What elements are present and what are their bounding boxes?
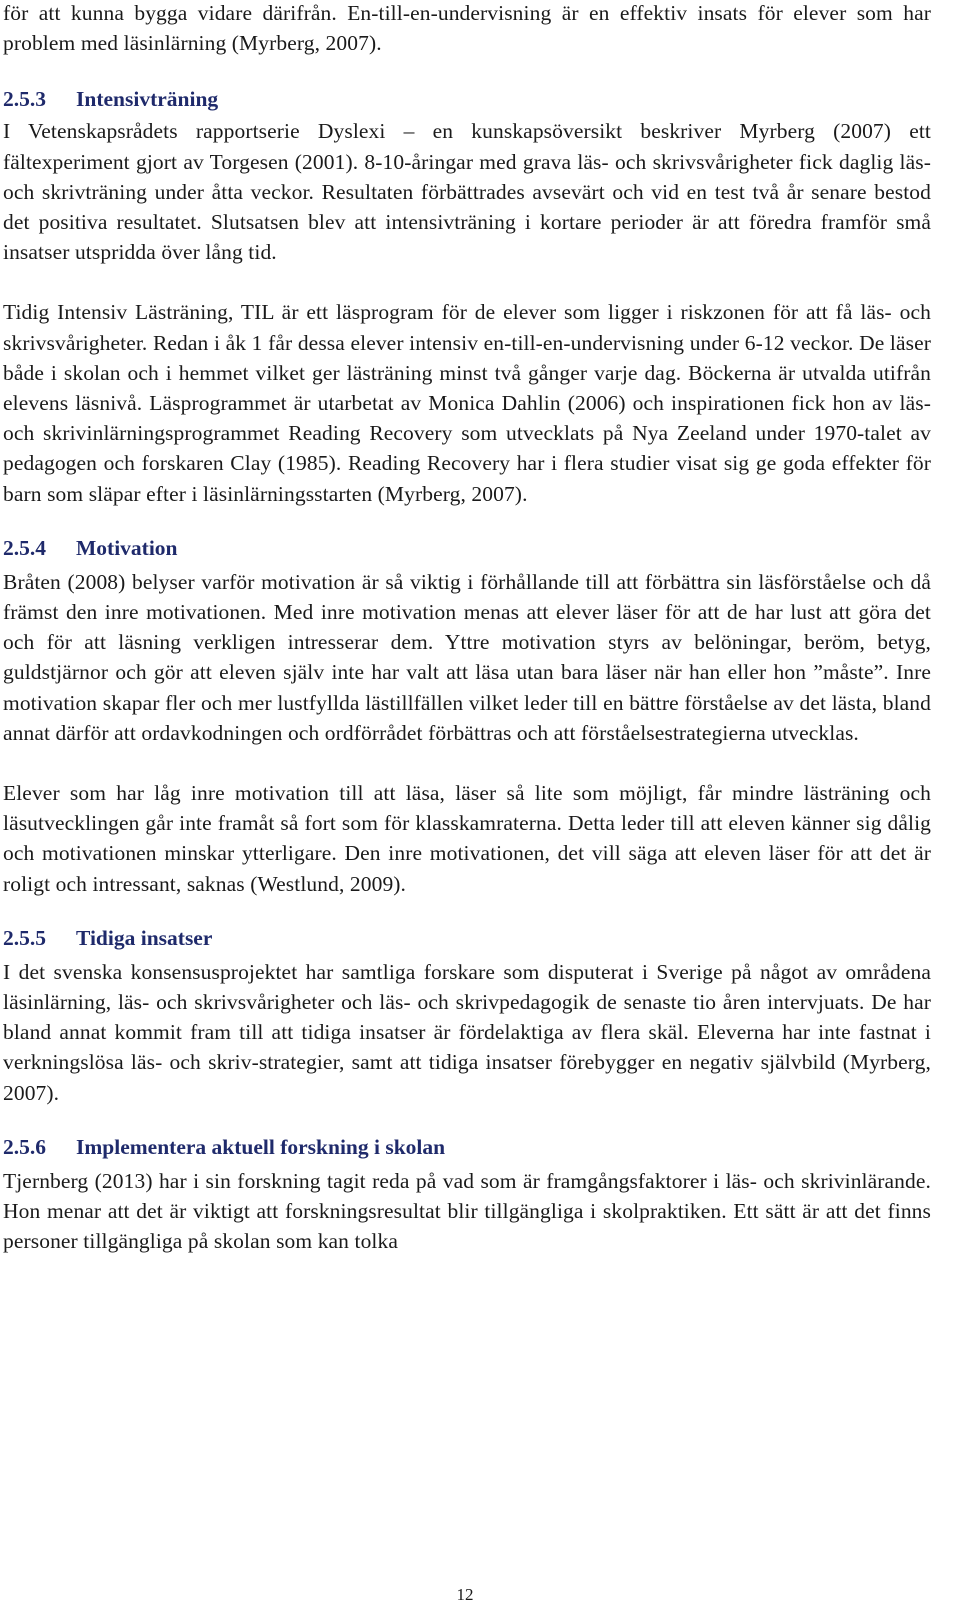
intro-paragraph: för att kunna bygga vidare därifrån. En-till-en-undervisning är en effektiv insats för elever som har problem med läsinlärning (Myrberg, 2007). [3, 1, 931, 56]
section-heading-motivation [3, 533, 931, 563]
body-paragraph: Tidig Intensiv Lästräning, TIL är ett läsprogram för de elever som ligger i riskzonen för att få läs- och skrivsvårigheter. Redan i åk 1 får dessa elever intensiv en-till-en-undervisning under 6-12 veckor. De läser både i skolan och i hemmet vilket ger lästräning minst två gånger varje dag. Böckerna är utvalda utifrån elevens läsnivå. Läsprogrammet är utarbetat av Monica Dahlin (2006) och inspirationen fick hon av läs- och skrivinlärningsprogrammet Reading Recovery som utvecklats på Nya Zeeland under 1970-talet av pedagogen och forskaren Clay (1985). Reading Recovery har i flera studier visat sig ge goda effekter för barn som släpar efter i läsinlärningsstarten (Myrberg, 2007). [3, 300, 931, 506]
section-number: 2.5.3 [3, 87, 46, 112]
body-paragraph: Tjernberg (2013) har i sin forskning tagit reda på vad som är framgångsfaktorer i läs- och skrivinlärande. Hon menar att det är viktigt att forskningsresultat blir tillgängliga i skolpraktiken. Ett sätt är att det finns personer tillgängliga på skolan som kan tolka [3, 1168, 931, 1254]
section-heading-implementera [3, 1132, 931, 1162]
body-paragraph: I det svenska konsensusprojektet har samtliga forskare som disputerat i Sverige på något av områdena läsinlärning, läs- och skrivsvårigheter och läs- och skrivpedagogik de senaste tio åren intervjuats. De har bland annat kommit fram till att tidiga insatser är fördelaktiga av flera skäl. Eleverna har inte fastnat i verkningslösa läs- och skriv-strategier, samt att tidiga insatser förebygger en negativ självbild (Myrberg, 2007). [3, 959, 931, 1105]
section-title: Intensivträning [76, 87, 219, 112]
section-heading-tidiga-insatser [3, 923, 931, 953]
section-title: Implementera aktuell forskning i skolan [76, 1134, 446, 1159]
section-title: Tidiga insatser [76, 925, 213, 950]
section-heading-intensivtraning [3, 84, 931, 114]
page-number: 12 [456, 1585, 474, 1604]
section-number: 2.5.5 [3, 925, 46, 950]
body-paragraph: I Vetenskapsrådets rapportserie Dyslexi – en kunskapsöversikt beskriver Myrberg (2007) ett fältexperiment gjort av Torgesen (2001). 8-10-åringar med grava läs- och skrivsvårigheter fick daglig läs- och skrivträning under åtta veckor. Resultaten förbättrades avsevärt och vid en test två år senare bestod det positiva resultatet. Slutsatsen blev att intensivträning i kortare perioder är att föredra framför små insatser utspridda över lång tid. [3, 119, 931, 265]
section-number: 2.5.4 [3, 535, 46, 560]
section-title: Motivation [76, 535, 178, 560]
section-number: 2.5.6 [3, 1134, 46, 1159]
body-paragraph: Elever som har låg inre motivation till att läsa, läser så lite som möjligt, får mindre lästräning och läsutvecklingen går inte framåt så fort som för klasskamraterna. Detta leder till att eleven känner sig dålig och motivationen minskar ytterligare. Den inre motivationen, det vill säga att eleven läser för att det är roligt och intressant, saknas (Westlund, 2009). [3, 781, 931, 896]
body-paragraph: Bråten (2008) belyser varför motivation är så viktig i förhållande till att förbättra sin läsförståelse och då främst den inre motivationen. Med inre motivation menas att elever läser för att de har lust att göra det och för att läsning verkligen intresserar dem. Yttre motivation styrs av belöningar, beröm, betyg, guldstjärnor och gör att eleven själv inte har valt att läsa utan bara läser när han eller hon ”måste”. Inre motivation skapar fler och mer lustfyllda lästillfällen vilket leder till en bättre förståelse av det lästa, bland annat därför att ordavkodningen och ordförrådet förbättras och att förståelsestrategierna utvecklas. [3, 569, 931, 745]
document-page [3, 0, 931, 1257]
